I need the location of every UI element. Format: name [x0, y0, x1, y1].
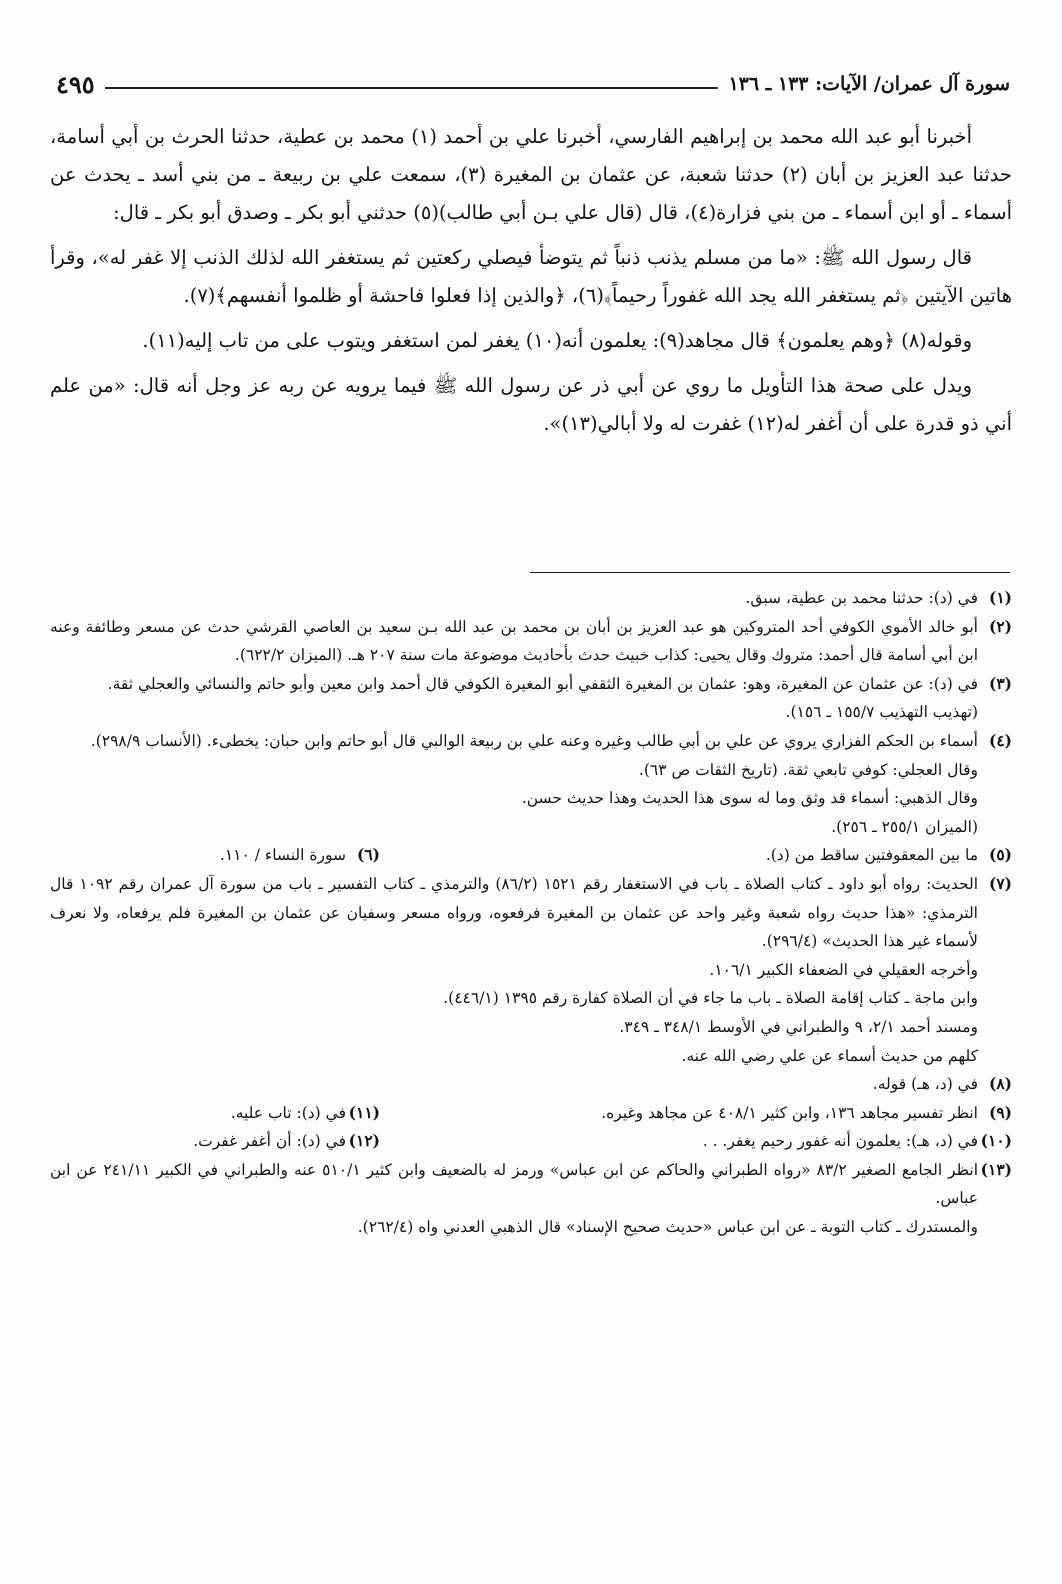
paragraph: وقوله(٨) ﴿وهم يعلمون﴾ قال مجاهد(٩): يعلمون أنه(١٠) يغفر لمن استغفر ويتوب على من تاب إليه(١١).: [142, 329, 972, 352]
footnote-text: ومسند أحمد ٢/١، ٩ والطبراني في الأوسط ٣٤٨/١ ـ ٣٤٩.: [619, 1017, 978, 1036]
footnote-number: (٩): [988, 1102, 1012, 1122]
footnote-text: وابن ماجة ـ كتاب إقامة الصلاة ـ باب ما جاء في أن الصلاة كفارة رقم ١٣٩٥ (٤٤٦/١).: [443, 989, 978, 1008]
paragraph: أخبرنا أبو عبد الله محمد بن إبراهيم الفارسي، أخبرنا علي بن أحمد (١) محمد بن عطية، حدثنا الحرث بن أبي أسامة، حدثنا عبد العزيز بن أبان (٢) حدثنا شعبة، عن عثمان بن المغيرة (٣)، سمعت علي بن ربيعة ـ من بني أسد ـ يحدث عن أسماء ـ أو ابن أسماء ـ من بني فزارة(٤)، قال (قال علي بـن أبي طالب)(٥) حدثني أبو بكر ـ وصدق أبو بكر ـ قال:: [50, 125, 1012, 224]
footnote-12: [50, 1127, 380, 1156]
footnote-number: (٥): [988, 845, 1012, 865]
footnote-text: في (د): تاب عليه.: [230, 1103, 346, 1122]
footnote-text: وقال الذهبي: أسماء قد وثق وما له سوى هذا الحديث وهذا حديث حسن.: [521, 789, 978, 808]
footnotes-5-6: [50, 841, 1012, 870]
footnote-number: (٤): [988, 730, 1012, 750]
main-text: [50, 118, 1012, 450]
footnote-text: انظر تفسير مجاهد ١٣٦، وابن كثير ٤٠٨/١ عن مجاهد وغيره.: [601, 1103, 978, 1122]
footnotes: [50, 584, 1012, 1242]
footnote-number: (١١): [348, 1102, 380, 1122]
footnote-5: [380, 841, 1012, 870]
footnote-text: (تهذيب التهذيب ١٥٥/٧ ـ ١٥٦).: [785, 703, 978, 722]
footnote-number: (١): [988, 588, 1012, 607]
footnote-8: [50, 1070, 1012, 1099]
footnote-text: والمستدرك ـ كتاب التوبة ـ عن ابن عباس «حديث صحيح الإسناد» قال الذهبي العدني واه (٢٦٢/٤).: [357, 1218, 978, 1237]
footnote-text: سورة النساء / ١١٠.: [219, 846, 346, 865]
footnote-text: وقال العجلي: كوفي تابعي ثقة. (تاريخ الثقات ص ٦٣).: [638, 760, 978, 779]
footnote-3: [50, 670, 1012, 727]
footnote-number: (١٢): [348, 1131, 380, 1151]
footnote-9: [380, 1099, 1012, 1128]
footnote-number: (٢): [988, 616, 1012, 636]
footnote-10: [380, 1127, 1012, 1156]
footnote-text: في (د): عن عثمان عن المغيرة، وهو: عثمان بن المغيرة الثقفي أبو المغيرة الكوفي قال أحمد وابن معين وأبو حاتم والنسائي والعجلي ثقة.: [107, 674, 978, 693]
footnote-13: [50, 1156, 1012, 1242]
footnote-text: في (د، هـ): يعلمون أنه غفور رحيم يغفر. . .: [702, 1132, 978, 1151]
footnote-6: [50, 841, 380, 870]
footnote-number: (٨): [988, 1074, 1012, 1094]
footnote-4: [50, 727, 1012, 841]
footnote-number: (٣): [988, 673, 1012, 693]
footnote-text: الحديث: رواه أبو داود ـ كتاب الصلاة ـ باب في الاستغفار رقم ١٥٢١ (٨٦/٢) والترمذي ـ كتاب التفسير ـ باب من سورة آل عمران رقم ١٠٩٢ قال الترمذي: «هذا حديث رواه شعبة وغير واحد عن عثمان بن المغيرة فرفعوه، ورواه مسعر وسفيان عن عثمان بن المغيرة فلم يرفعاه، ولا نعرف لأسماء غير هذا الحديث» (٢٩٦/٤).: [50, 874, 978, 951]
running-title: سورة آل عمران/ الآيات: ١٣٣ ـ ١٣٦: [728, 73, 1010, 95]
footnote-1: [50, 584, 1012, 613]
footnote-text: أسماء بن الحكم الفزاري يروي عن علي بن أبي طالب وغيره وعنه علي بن ربيعة الوالبي قال أبو حاتم وابن حبان: يخطىء. (الأنساب ٢٩٨/٩).: [90, 731, 978, 750]
paragraph: قال رسول الله ﷺ: «ما من مسلم يذنب ذنباً ثم يتوضأ فيصلي ركعتين ثم يستغفر الله لذلك الذنب إلا غفر له»، وقرأ هاتين الآيتين ﴿ثم يستغفر الله يجد الله غفوراً رحيماً﴾(٦)، ﴿والذين إذا فعلوا فاحشة أو ظلموا أنفسهم﴾(٧).: [50, 246, 1012, 307]
footnote-number: (٦): [356, 845, 380, 865]
footnote-text: أبو خالد الأموي الكوفي أحد المتروكين هو عبد العزيز بن أبان بن محمد بن عبد الله بـن سعيد بن العاصي القرشي حدث عن مسعر وطائفة وعنه ابن أبي أسامة قال أحمد: متروك وقال يحيى: كذاب خبيث حدث بأحاديث موضوعة مات سنة ٢٠٧ هـ. (الميزان ٦٢٢/٢).: [50, 617, 978, 665]
footnote-text: انظر الجامع الصغير ٨٣/٢ «رواه الطبراني والحاكم عن ابن عباس» ورمز له بالضعيف وابن كثير ٥١٠/١ عنه والطبراني في الكبير ٢٤١/١١ عن ابن عباس.: [50, 1160, 978, 1208]
footnote-number: (١٣): [980, 1159, 1012, 1179]
footnote-text: ما بين المعقوفتين ساقط من (د).: [765, 846, 978, 865]
footnote-text: في (د): حدثنا محمد بن عطية، سبق.: [745, 589, 978, 607]
footnote-text: في (د): أن أغفر غفرت.: [193, 1132, 346, 1151]
footnote-separator: [530, 572, 1010, 573]
header-rule: [105, 87, 719, 89]
page-number: ٤٩٥: [56, 69, 95, 99]
footnote-number: (١٠): [980, 1131, 1012, 1151]
paragraph: ويدل على صحة هذا التأويل ما روي عن أبي ذر عن رسول الله ﷺ فيما يرويه عن ربه عز وجل أنه قال: «من علم أني ذو قدرة على أن أغفر له(١٢) غفرت له ولا أبالي(١٣)».: [50, 374, 1012, 435]
footnote-7: [50, 870, 1012, 1070]
footnotes-9-11: [50, 1099, 1012, 1128]
page-header: [56, 62, 1010, 106]
footnotes-10-12: [50, 1127, 1012, 1156]
footnote-number: (٧): [988, 873, 1012, 893]
footnote-text: وأخرجه العقيلي في الضعفاء الكبير ١٠٦/١.: [709, 960, 978, 979]
footnote-2: [50, 613, 1012, 670]
footnote-text: في (د، هـ) قوله.: [872, 1075, 978, 1094]
footnote-11: [50, 1099, 380, 1128]
footnote-text: كلهم من حديث أسماء عن علي رضي الله عنه.: [681, 1046, 978, 1065]
footnote-text: (الميزان ٢٥٥/١ ـ ٢٥٦).: [831, 817, 978, 836]
